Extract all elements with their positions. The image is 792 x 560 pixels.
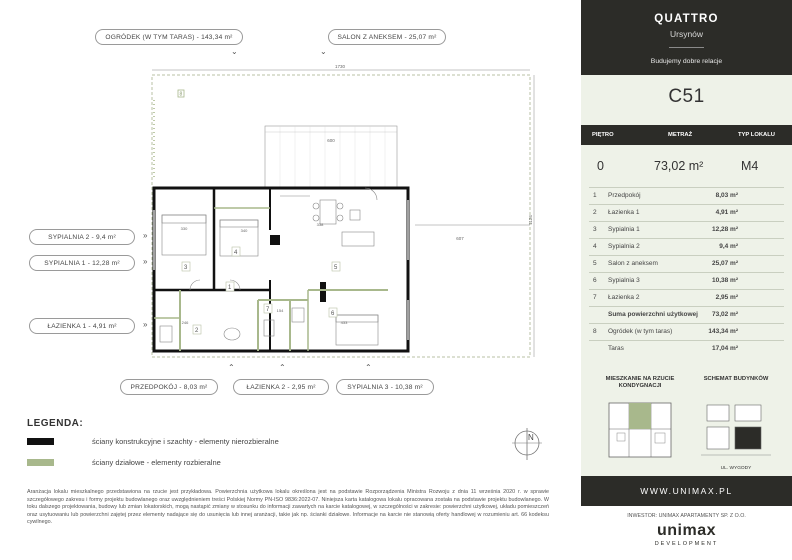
room-area: 10,38 m² xyxy=(711,277,738,284)
dim-1: 330 xyxy=(180,226,188,231)
floor-plan xyxy=(140,60,540,362)
room-number-2: 2 xyxy=(195,328,199,334)
col-area: METRAŻ xyxy=(668,132,693,138)
legend-item-structural xyxy=(27,437,279,446)
dim-4: 246 xyxy=(181,320,189,325)
location-maps xyxy=(581,359,792,476)
list-item xyxy=(581,255,792,272)
chevron-right-icon: » xyxy=(143,320,148,329)
callout-lazienka1 xyxy=(29,318,135,334)
room-number-5: 5 xyxy=(334,265,338,271)
chevron-down-icon: ⌄ xyxy=(231,47,238,56)
legend-label-partition: ściany działowe - elementy rozbieralne xyxy=(92,458,221,467)
apartment-walls xyxy=(154,188,408,351)
chevron-down-icon: ⌄ xyxy=(320,47,327,56)
dim-5: 154 xyxy=(276,308,284,313)
dim-width-top: 1730 xyxy=(334,64,346,69)
chevron-up-icon: ⌃ xyxy=(228,363,235,372)
terrace-label: Taras xyxy=(608,345,624,352)
room-list xyxy=(581,187,792,359)
list-item xyxy=(581,289,792,306)
chevron-right-icon: » xyxy=(143,231,148,240)
garden-no: 8 xyxy=(593,328,597,335)
callout-ogrodek xyxy=(95,29,243,45)
callout-przedpokoj xyxy=(120,379,218,395)
room-no: 3 xyxy=(593,226,597,233)
list-item xyxy=(581,272,792,289)
website-link[interactable]: WWW.UNIMAX.PL xyxy=(581,476,792,506)
dim-3: 433 xyxy=(340,320,348,325)
area-value: 73,02 m² xyxy=(654,159,704,173)
callout-salon xyxy=(328,29,446,45)
room-name: Sypialnia 2 xyxy=(608,243,640,250)
terrace-row xyxy=(581,340,792,357)
callout-przedpokoj-label: PRZEDPOKÓJ - 8,03 m² xyxy=(130,383,208,391)
unit-id: C51 xyxy=(668,86,705,107)
info-column-headers xyxy=(581,125,792,145)
total-row xyxy=(581,306,792,323)
street-label: UL. WYGODY xyxy=(720,466,752,471)
callout-sypialnia1-label: SYPIALNIA 1 - 12,28 m² xyxy=(44,259,120,267)
callout-sypialnia1 xyxy=(29,255,135,271)
dim-height-right: 1124 xyxy=(528,215,533,225)
room-no: 4 xyxy=(593,243,597,250)
room-area: 12,28 m² xyxy=(711,226,738,233)
legend-item-partition xyxy=(27,458,221,467)
disclaimer-text: Aranżacja lokalu mieszkalnego przedstawiona na rzucie jest przykładowa. Powierzchnia użytkowa lokalu określona jest na podstawie Rozporządzenia Ministra Rozwoju z dnia 11 września 2020 r. w sprawie szczegółowego zakresu i formy projektu budowlanego oraz uwzględnieniem treści Polskiej Normy PN-ISO 9836:2022-07. Niniejsza karta katalogowa lokalu opracowana została na podstawie projektu budowlanego. W toku dalszego projektowania, budowy lub zmian lokatorskich, mogą nastąpić zmiany w stosunku do informacji zawartych na karcie katalogowej, w szczególności w zakresie: powierzchni użytkowej, układu pomieszczeń oraz usytuowaniu lub powierzchni zajętej przez elementy nadające się do usunięcia lub innej aranżacji, takie jak np. ścianki działowe. Informacje na karcie nie stanowią oferty handlowej w rozumieniu art. 66 kodeksu cywilnego. xyxy=(27,489,549,526)
room-area: 8,03 m² xyxy=(715,192,738,199)
room-number-3: 3 xyxy=(184,265,188,271)
room-area: 9,4 m² xyxy=(719,243,738,250)
callout-sypialnia2-label: SYPIALNIA 2 - 9,4 m² xyxy=(48,233,116,241)
type-value: M4 xyxy=(741,159,759,173)
list-item xyxy=(581,238,792,255)
list-item xyxy=(581,221,792,238)
room-name: Sypialnia 1 xyxy=(608,226,640,233)
room-number-7: 7 xyxy=(266,307,270,313)
compass-label: N xyxy=(528,433,534,442)
brand-slogan: Budujemy dobre relacje xyxy=(650,58,723,65)
room-name: Sypialnia 3 xyxy=(608,277,640,284)
sidebar-header xyxy=(581,0,792,75)
callout-sypialnia3-label: SYPIALNIA 3 - 10,38 m² xyxy=(347,383,423,391)
garden-row xyxy=(581,323,792,340)
room-name: Łazienka 2 xyxy=(608,294,640,301)
dim-inner-height: 607 xyxy=(456,236,464,241)
info-main-values xyxy=(581,145,792,187)
header-divider xyxy=(669,47,704,48)
brand-location: Ursynów xyxy=(669,29,704,39)
callout-lazienka1-label: ŁAZIENKA 1 - 4,91 m² xyxy=(47,322,117,330)
room-name: Łazienka 1 xyxy=(608,209,640,216)
chevron-right-icon: » xyxy=(143,257,148,266)
buildings-schema-map xyxy=(701,399,771,461)
col-type: TYP LOKALU xyxy=(738,132,775,138)
legend-swatch-black xyxy=(27,438,54,445)
room-number-1: 1 xyxy=(228,285,232,291)
garden-area: 143,34 m² xyxy=(708,328,738,335)
dim-2: 340 xyxy=(240,228,248,233)
unimax-logo: unimax xyxy=(656,522,716,539)
chevron-up-icon: ⌃ xyxy=(365,363,372,372)
garden-label: Ogródek (w tym taras) xyxy=(608,328,673,335)
callout-sypialnia3 xyxy=(336,379,434,395)
col-floor: PIĘTRO xyxy=(592,132,614,138)
floor-location-map xyxy=(605,399,675,461)
legend-label-structural: ściany konstrukcyjne i szachty - elementy nierozbieralne xyxy=(92,437,279,446)
callout-sypialnia2 xyxy=(29,229,135,245)
room-no: 7 xyxy=(593,294,597,301)
legend-swatch-green xyxy=(27,459,54,466)
north-compass-icon xyxy=(512,428,542,462)
room-name: Salon z aneksem xyxy=(608,260,658,267)
callout-ogrodek-label: OGRÓDEK (W TYM TARAS) - 143,34 m² xyxy=(105,33,233,41)
room-no: 6 xyxy=(593,277,597,284)
brand-name: QUATTRO xyxy=(654,13,719,25)
sidebar xyxy=(581,0,792,560)
total-label: Suma powierzchni użytkowej xyxy=(608,311,698,318)
room-area: 4,91 m² xyxy=(715,209,738,216)
dim-terrace-width: 600 xyxy=(327,138,335,143)
terrace xyxy=(265,126,397,188)
room-no: 2 xyxy=(593,209,597,216)
room-name: Przedpokój xyxy=(608,192,641,199)
callout-salon-label: SALON Z ANEKSEM - 25,07 m² xyxy=(337,33,437,41)
room-number-4: 4 xyxy=(234,250,238,256)
room-area: 25,07 m² xyxy=(711,260,738,267)
room-area: 2,95 m² xyxy=(715,294,738,301)
room-number-8: 8 xyxy=(179,91,183,98)
callout-lazienka2-label: ŁAZIENKA 2 - 2,95 m² xyxy=(246,383,316,391)
terrace-area: 17,04 m² xyxy=(711,345,738,352)
dim-6: 338 xyxy=(316,222,324,227)
unimax-logo-sub: DEVELOPMENT xyxy=(654,541,719,547)
list-item xyxy=(581,204,792,221)
total-area: 73,02 m² xyxy=(711,311,738,318)
room-no: 1 xyxy=(593,192,597,199)
investor-text: INWESTOR: UNIMAX APARTAMENTY SP. Z O.O. xyxy=(627,513,746,519)
room-number-6: 6 xyxy=(331,311,335,317)
floor-value: 0 xyxy=(597,159,604,173)
floor-map-caption: MIESZKANIE NA RZUCIE KONDYGNACJI xyxy=(605,376,675,389)
room-no: 5 xyxy=(593,260,597,267)
callout-lazienka2 xyxy=(233,379,329,395)
chevron-up-icon: ⌃ xyxy=(279,363,286,372)
list-item xyxy=(581,187,792,204)
legend-title: LEGENDA: xyxy=(27,418,84,429)
buildings-map-caption: SCHEMAT BUDYNKÓW xyxy=(703,376,769,382)
